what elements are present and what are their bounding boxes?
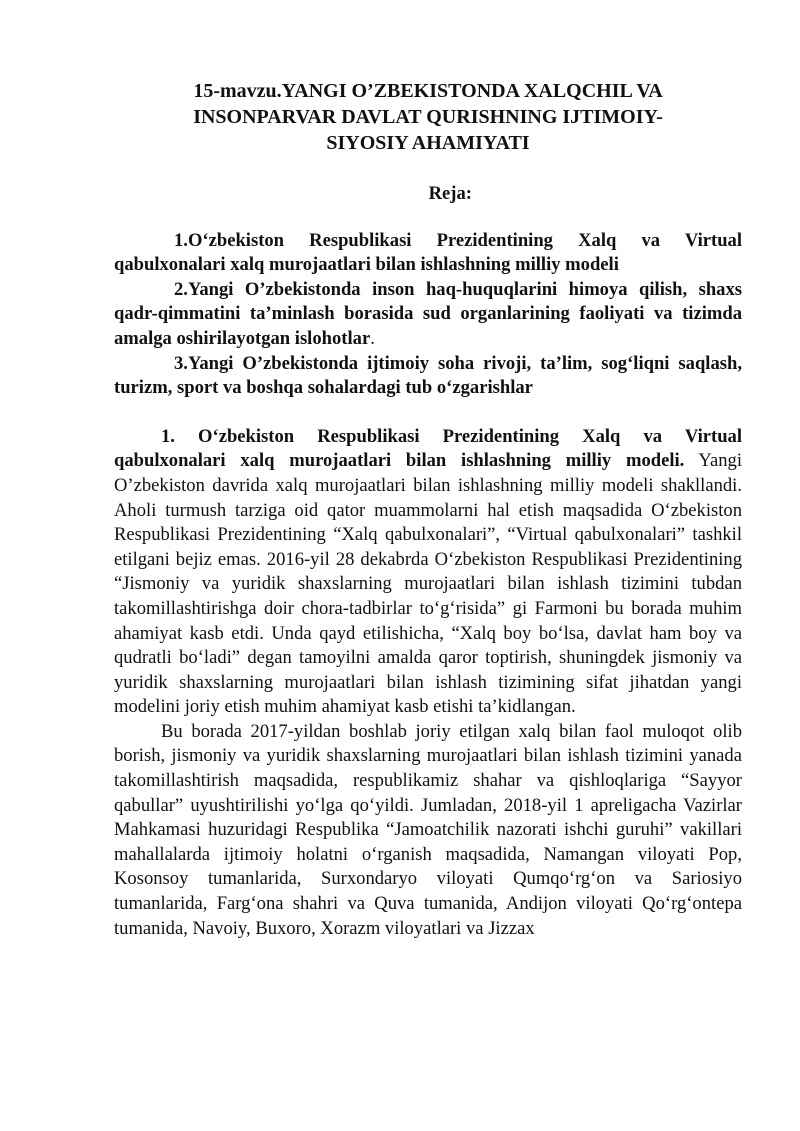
section-1: [114, 425, 742, 941]
section-1-paragraph: [114, 425, 742, 720]
title-line-3: SIYOSIY AHAMIYATI: [326, 132, 530, 154]
plan-item-number: 3.: [174, 352, 188, 374]
plan-list: [114, 229, 742, 401]
plan-item-1: [114, 229, 742, 278]
title-line-2: INSONPARVAR DAVLAT QURISHNING IJTIMOIY-: [193, 106, 663, 128]
plan-item-text: O‘zbekiston Respublikasi Prezidentining Xalq va Virtual qabulxonalari xalq murojaatlari bilan ishlashning milliy modeli: [114, 229, 742, 276]
topic-number: 15-mavzu.: [193, 80, 282, 102]
plan-item-number: 1.: [174, 229, 188, 251]
paragraph-2: Bu borada 2017-yildan boshlab joriy etilgan xalq bilan faol muloqot olib borish, jismoniy va yuridik shaxslarning murojaatlari bilan ishlash tizimini yanada takomillashtirish maqsadida, respublikamiz shahar va qishloqlariga “Sayyor qabullar” uyushtirilishi yo‘lga qo‘yildi. Jumladan, 2018-yil 1 apreligacha Vazirlar Mahkamasi huzuridagi Respublika “Jamoatchilik nazorati ishchi guruhi” vakillari mahallalarda ijtimoiy holatni o‘rganish maqsadida, Namangan viloyati Pop, Kosonsoy tumanlarida, Surxondaryo viloyati Qumqo‘rg‘on va Sariosiyo tumanlarida, Farg‘ona shahri va Quva tumanida, Andijon viloyati Qo‘rg‘ontepa tumanida, Navoiy, Buxoro, Xorazm viloyatlari va Jizzax: [114, 720, 742, 939]
plan-item-tail: .: [370, 327, 375, 349]
plan-item-2: [114, 278, 742, 352]
page-title: [114, 78, 742, 156]
title-line-1: YANGI O’ZBEKISTONDA XALQCHIL VA: [281, 80, 663, 102]
plan-item-3: [114, 352, 742, 401]
section-1-heading: 1. O‘zbekiston Respublikasi Prezidentining Xalq va Virtual qabulxonalari xalq murojaatlari bilan ishlashning milliy modeli.: [114, 425, 742, 472]
plan-item-text: Yangi O’zbekistonda inson haq-huquqlarini himoya qilish, shaxs qadr-qimmatini ta’minlash borasida sud organlarining faoliyati va tizimda amalga oshirilayotgan islohotlar: [114, 278, 742, 349]
plan-label: Reja:: [428, 183, 472, 204]
document-page: [114, 72, 742, 941]
plan-item-text: Yangi O’zbekistonda ijtimoiy soha rivoji, ta’lim, sog‘liqni saqlash, turizm, sport va boshqa sohalardagi tub o‘zgarishlar: [114, 352, 742, 399]
section-1-body: Yangi O’zbekiston davrida xalq murojaatlari bilan ishlashning milliy modeli shakllandi. Aholi turmush tarziga oid qator muammolarni hal etish maqsadida O‘zbekiston Respublikasi Prezidentining “Xalq qabulxonalari”, “Virtual qabulxonalari” tashkil etilgani bejiz emas. 2016-yil 28 dekabrda O‘zbekiston Respublikasi Prezidentining “Jismoniy va yuridik shaxslarning murojaatlari bilan ishlash tizimini tubdan takomillashtirishga doir chora-tadbirlar to‘g‘risida” gi Farmoni bu borada muhim ahamiyat kasb etdi. Unda qayd etilishicha, “Xalq boy bo‘lsa, davlat ham boy va qudratli bo‘ladi” degan tamoyilni amalda qaror toptirish, shuningdek jismoniy va yuridik shaxslarning murojaatlari bilan ishlash tizimining sifat jihatdan yangi modelini joriy etish muhim ahamiyat kasb etishi ta’kidlangan.: [114, 450, 742, 718]
plan-item-number: 2.: [174, 278, 188, 300]
